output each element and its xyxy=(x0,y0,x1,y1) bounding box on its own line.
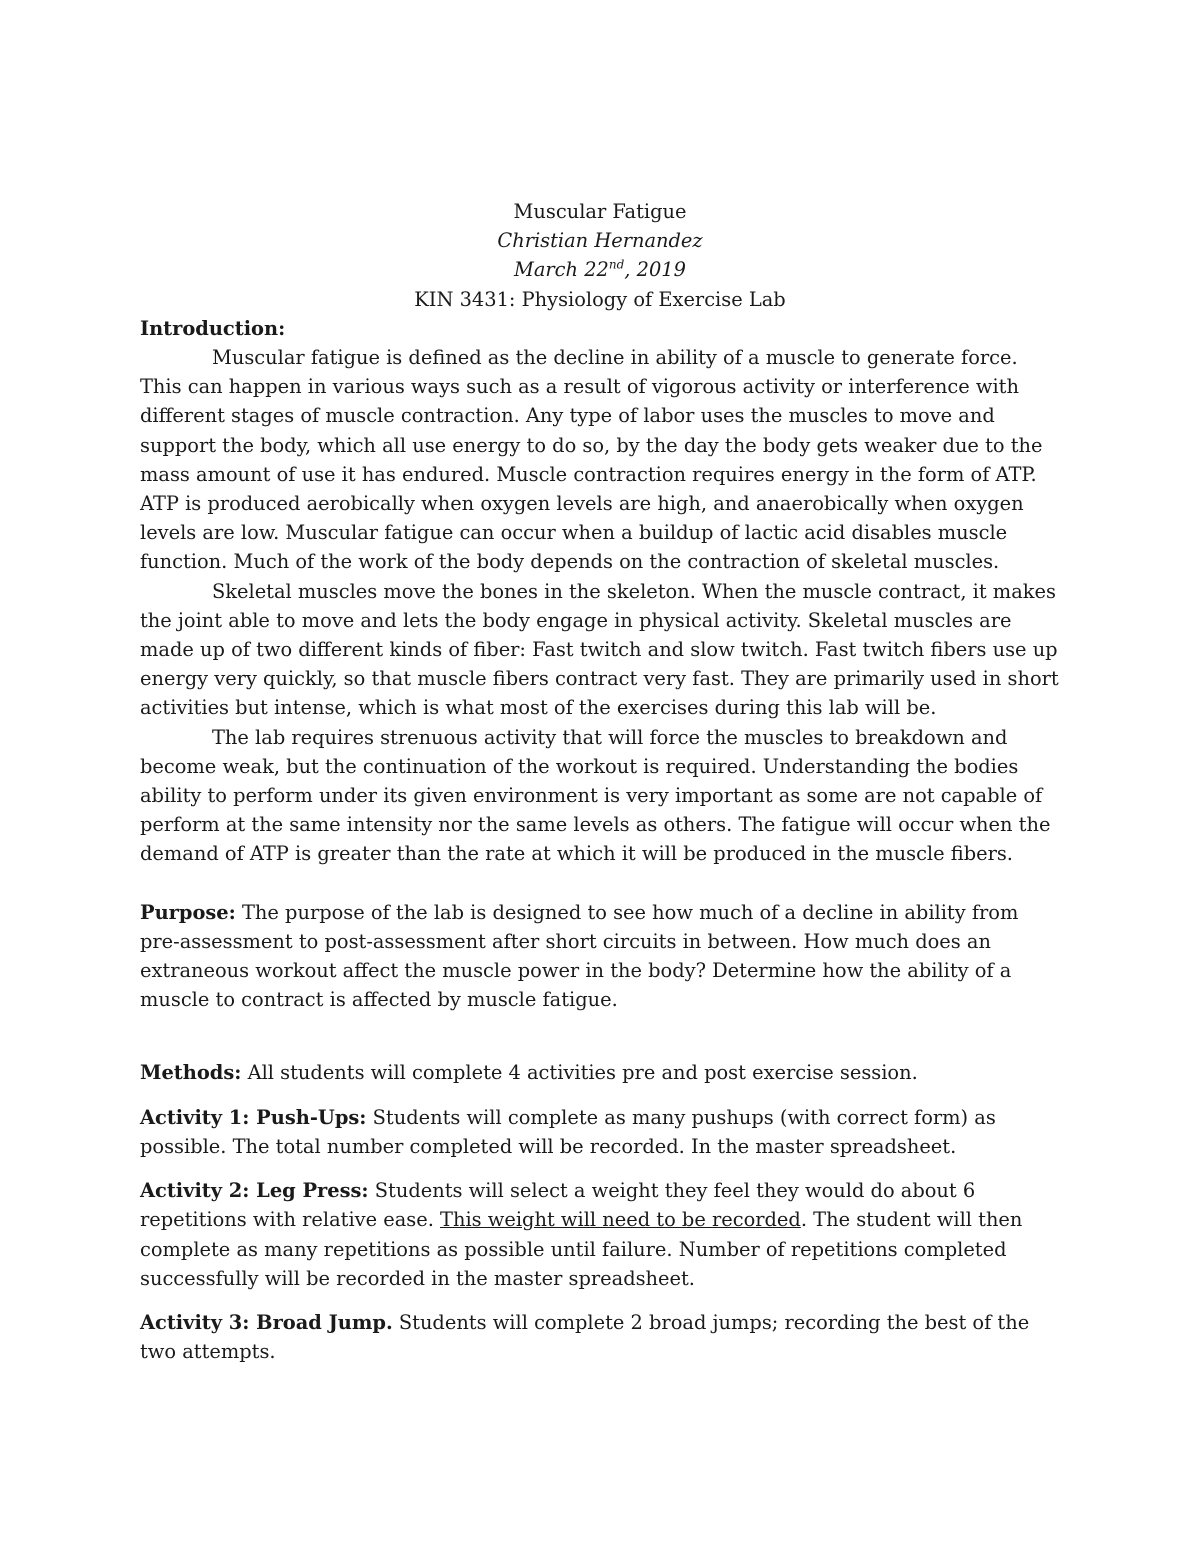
activity-3 xyxy=(140,1308,1060,1366)
course-name: KIN 3431: Physiology of Exercise Lab xyxy=(414,287,786,311)
author-name: Christian Hernandez xyxy=(497,229,703,253)
activity-1 xyxy=(140,1103,1060,1161)
activity-2-text-after: . The student will then complete as many repetitions as possible until failure. Number of repetitions completed successfully will be recorded in the master spreadsheet. xyxy=(140,1208,1023,1290)
document-date xyxy=(140,255,1060,284)
activity-2 xyxy=(140,1176,1060,1293)
activity-2-text-before: Students will select a weight they feel they would do about 6 repetitions with relative ease. xyxy=(140,1179,976,1232)
methods-label: Methods: xyxy=(140,1061,242,1085)
introduction-paragraph-1: Muscular fatigue is defined as the decline in ability of a muscle to generate force. This can happen in various ways such as a result of vigorous activity or interference with different stages of muscle contraction. Any type of labor uses the muscles to move and support the body, which all use energy to do so, by the day the body gets weaker due to the mass amount of use it has endured. Muscle contraction requires energy in the form of ATP. ATP is produced aerobically when oxygen levels are high, and anaerobically when oxygen levels are low. Muscular fatigue can occur when a buildup of lactic acid disables muscle function. Much of the work of the body depends on the contraction of skeletal muscles. xyxy=(140,346,1043,574)
purpose-text: The purpose of the lab is designed to see how much of a decline in ability from pre-assessment to post-assessment after short circuits in between. How much does an extraneous workout affect the muscle power in the body? Determine how the ability of a muscle to contract is affected by muscle fatigue. xyxy=(140,900,1019,1012)
activity-2-label: Activity 2: Leg Press: xyxy=(140,1179,369,1203)
introduction-heading: Introduction: xyxy=(140,316,286,340)
purpose-label: Purpose: xyxy=(140,900,236,924)
activity-3-label: Activity 3: Broad Jump. xyxy=(140,1310,393,1334)
introduction-section xyxy=(140,314,1060,869)
date-superscript: nd xyxy=(608,257,625,272)
purpose-section xyxy=(140,898,1060,1015)
date-suffix: , 2019 xyxy=(624,258,686,282)
introduction-paragraph-2: Skeletal muscles move the bones in the skeleton. When the muscle contract, it makes the joint able to move and lets the body engage in physical activity. Skeletal muscles are made up of two different kinds of fiber: Fast twitch and slow twitch. Fast twitch fibers use up energy very quickly, so that muscle fibers contract very fast. They are primarily used in short activities but intense, which is what most of the exercises during this lab will be. xyxy=(140,579,1059,720)
document-header xyxy=(140,197,1060,314)
document-title: Muscular Fatigue xyxy=(513,200,687,223)
activity-2-underlined-text: This weight will need to be recorded xyxy=(440,1208,801,1232)
methods-section xyxy=(140,1058,1060,1087)
date-prefix: March 22 xyxy=(514,258,609,282)
activity-3-text: Students will complete 2 broad jumps; recording the best of the two attempts. xyxy=(140,1310,1030,1364)
activity-1-text: Students will complete as many pushups (with correct form) as possible. The total number completed will be recorded. In the master spreadsheet. xyxy=(140,1105,996,1158)
activity-1-label: Activity 1: Push-Ups: xyxy=(140,1105,367,1129)
methods-text: All students will complete 4 activities pre and post exercise session. xyxy=(241,1061,918,1085)
introduction-paragraph-3: The lab requires strenuous activity that will force the muscles to breakdown and become weak, but the continuation of the workout is required. Understanding the bodies ability to perform under its given environment is very important as some are not capable of perform at the same intensity nor the same levels as others. The fatigue will occur when the demand of ATP is greater than the rate at which it will be produced in the muscle fibers. xyxy=(140,725,1051,866)
